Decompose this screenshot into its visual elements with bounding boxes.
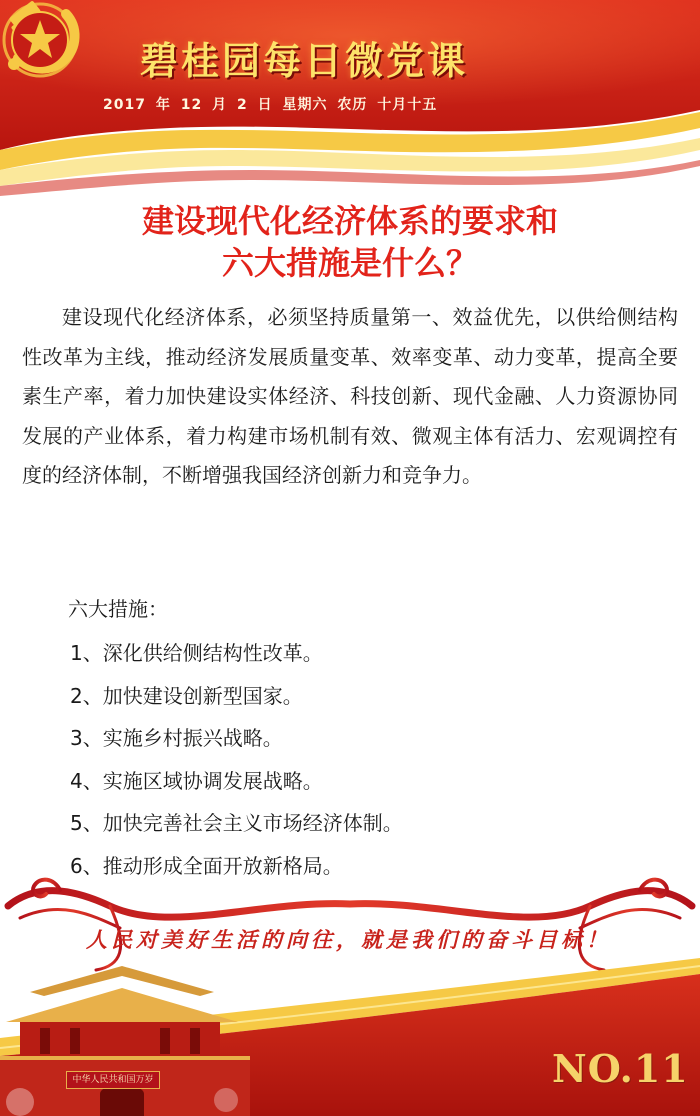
- list-item: 5、加快完善社会主义市场经济体制。: [70, 811, 403, 835]
- list-item: 1、深化供给侧结构性改革。: [70, 641, 323, 665]
- slogan: 人民对美好生活的向往，就是我们的奋斗目标！: [86, 927, 611, 952]
- date-year-unit: 年: [155, 97, 171, 113]
- date-weekday: 星期六: [282, 97, 328, 113]
- date-year: 2017: [103, 97, 146, 113]
- gate-plaque: 中华人民共和国万岁: [66, 1071, 160, 1089]
- article-body: 建设现代化经济体系，必须坚持质量第一、效益优先，以供给侧结构性改革为主线，推动经济发展质量变革、效率变革、动力变革，提高全要素生产率，着力加快建设实体经济、科技创新、现代金融、人力资源协同发展的产业体系，着力构建市场机制有效、微观主体有活力、宏观调控有度的经济体制，不断增强我国经济创新力和竞争力。: [22, 305, 678, 488]
- list-item: 3、实施乡村振兴战略。: [70, 726, 283, 750]
- measures-list: [70, 632, 403, 887]
- date-line: [103, 94, 441, 114]
- national-emblem-icon: [0, 0, 80, 80]
- brand-title: 碧桂园每日微党课: [140, 38, 469, 83]
- measures-title: 六大措施：: [68, 597, 168, 621]
- list-item: 4、实施区域协调发展战略。: [70, 768, 323, 793]
- list-item: 2、加快建设创新型国家。: [70, 683, 303, 708]
- tiananmen-illustration: [0, 966, 250, 1116]
- date-day-unit: 日: [257, 97, 273, 113]
- article-headline: [0, 200, 700, 284]
- issue-number: NO.11: [552, 1046, 689, 1091]
- headline-line-2: 六大措施是什么？: [221, 244, 478, 282]
- date-lunar-date: 十月十五: [377, 97, 438, 113]
- date-month-unit: 月: [212, 97, 228, 113]
- headline-line-1: 建设现代化经济体系的要求和: [141, 202, 558, 240]
- date-month: 12: [180, 97, 203, 113]
- footer-banner: [0, 870, 700, 1116]
- header-banner: [0, 0, 700, 200]
- date-lunar-label: 农历: [337, 97, 368, 113]
- list-item: 6、推动形成全面开放新格局。: [70, 853, 343, 878]
- date-day: 2: [236, 97, 248, 113]
